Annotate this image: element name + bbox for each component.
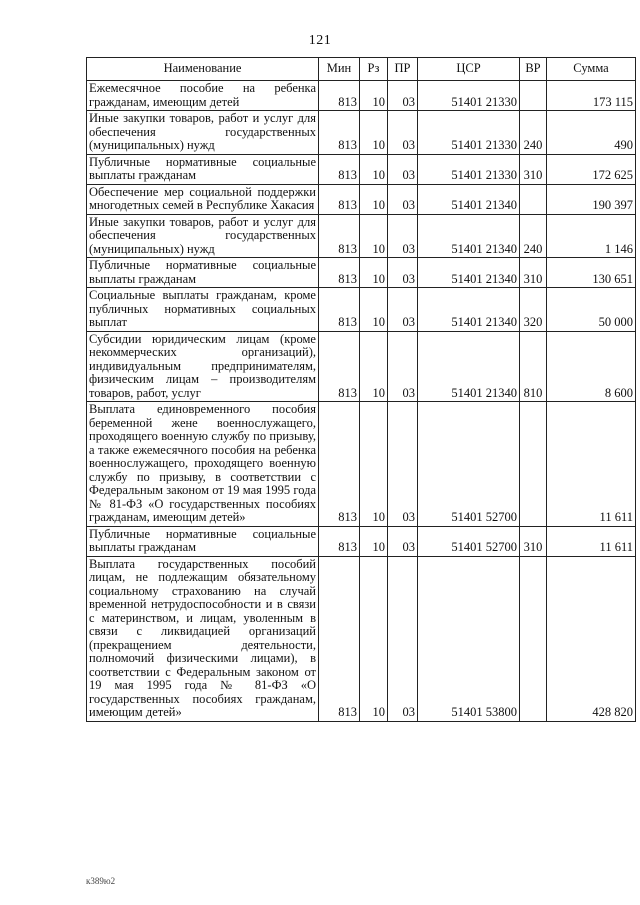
row-csr: 51401 21330 [418,154,520,184]
row-name: Обеспечение мер социальной поддержки многодетных семей в Республике Хакасия [87,184,319,214]
row-sum: 11 611 [547,402,636,527]
row-vr: 240 [520,214,547,258]
row-csr: 51401 21340 [418,214,520,258]
table-header-row [87,58,636,81]
table-row [87,258,636,288]
row-sum: 173 115 [547,81,636,111]
row-name: Ежемесячное пособие на ребенка гражданам, имеющим детей [87,81,319,111]
row-min: 813 [319,331,360,402]
row-csr: 51401 52700 [418,402,520,527]
table-row [87,288,636,332]
row-pr: 03 [388,526,418,556]
row-pr: 03 [388,184,418,214]
row-pr: 03 [388,214,418,258]
row-sum: 8 600 [547,331,636,402]
row-min: 813 [319,258,360,288]
row-vr [520,184,547,214]
row-csr: 51401 21330 [418,111,520,155]
row-min: 813 [319,111,360,155]
row-rz: 10 [360,258,388,288]
row-rz: 10 [360,81,388,111]
row-vr [520,556,547,721]
row-rz: 10 [360,288,388,332]
row-min: 813 [319,81,360,111]
table-row [87,184,636,214]
row-name: Публичные нормативные социальные выплаты гражданам [87,526,319,556]
row-pr: 03 [388,288,418,332]
budget-table [86,57,636,722]
row-rz: 10 [360,526,388,556]
row-name: Выплата государственных пособий лицам, не подлежащим обязательному социальному страхованию на случай временной нетрудоспособности и в связи с материнством, и лицам, уволенным в связи с ликвидацией организаций (прекращением деятельности, полномочий физическими лицами), в соответствии с Федеральным законом от 19 мая 1995 года № 81-ФЗ «О государственных пособиях гражданам, имеющим детей» [87,556,319,721]
table-row [87,402,636,527]
row-rz: 10 [360,556,388,721]
row-csr: 51401 21340 [418,288,520,332]
row-vr: 310 [520,258,547,288]
row-min: 813 [319,184,360,214]
row-csr: 51401 53800 [418,556,520,721]
row-vr: 310 [520,154,547,184]
row-rz: 10 [360,154,388,184]
row-csr: 51401 21340 [418,184,520,214]
row-pr: 03 [388,258,418,288]
row-vr [520,402,547,527]
header-sum: Сумма [547,58,636,81]
header-vr: ВР [520,58,547,81]
row-min: 813 [319,402,360,527]
row-sum: 172 625 [547,154,636,184]
table-row [87,526,636,556]
row-min: 813 [319,288,360,332]
table-row [87,154,636,184]
row-vr: 320 [520,288,547,332]
row-min: 813 [319,214,360,258]
row-name: Субсидии юридическим лицам (кроме некоммерческих организаций), индивидуальным предпринимателям, физическим лицам – производителям товаров, работ, услуг [87,331,319,402]
table-row [87,214,636,258]
row-csr: 51401 21330 [418,81,520,111]
row-rz: 10 [360,214,388,258]
row-min: 813 [319,526,360,556]
header-csr: ЦСР [418,58,520,81]
row-pr: 03 [388,111,418,155]
row-name: Иные закупки товаров, работ и услуг для обеспечения государственных (муниципальных) нужд [87,111,319,155]
header-min: Мин [319,58,360,81]
table-row [87,331,636,402]
row-vr: 810 [520,331,547,402]
row-rz: 10 [360,111,388,155]
row-rz: 10 [360,402,388,527]
row-sum: 50 000 [547,288,636,332]
row-min: 813 [319,556,360,721]
row-sum: 490 [547,111,636,155]
row-pr: 03 [388,556,418,721]
table-row [87,111,636,155]
row-sum: 1 146 [547,214,636,258]
row-name: Публичные нормативные социальные выплаты гражданам [87,154,319,184]
row-pr: 03 [388,81,418,111]
row-pr: 03 [388,154,418,184]
table-row [87,556,636,721]
header-name: Наименование [87,58,319,81]
row-csr: 51401 52700 [418,526,520,556]
row-rz: 10 [360,184,388,214]
row-name: Социальные выплаты гражданам, кроме публичных нормативных социальных выплат [87,288,319,332]
header-rz: Рз [360,58,388,81]
row-sum: 190 397 [547,184,636,214]
footer-code: к389ю2 [86,876,116,886]
row-rz: 10 [360,331,388,402]
row-name: Выплата единовременного пособия беременной жене военнослужащего, проходящего военную службу по призыву, а также ежемесячного пособия на ребенка военнослужащего, проходящего военную службу по призыву, в соответствии с Федеральным законом от 19 мая 1995 года № 81-ФЗ «О государственных пособиях гражданам, имеющим детей» [87,402,319,527]
row-min: 813 [319,154,360,184]
header-pr: ПР [388,58,418,81]
row-csr: 51401 21340 [418,331,520,402]
row-pr: 03 [388,331,418,402]
row-name: Иные закупки товаров, работ и услуг для обеспечения государственных (муниципальных) нужд [87,214,319,258]
row-csr: 51401 21340 [418,258,520,288]
row-vr: 310 [520,526,547,556]
row-sum: 11 611 [547,526,636,556]
row-vr: 240 [520,111,547,155]
row-sum: 130 651 [547,258,636,288]
page-number: 121 [308,33,332,48]
row-name: Публичные нормативные социальные выплаты гражданам [87,258,319,288]
table-row [87,81,636,111]
row-vr [520,81,547,111]
row-pr: 03 [388,402,418,527]
row-sum: 428 820 [547,556,636,721]
